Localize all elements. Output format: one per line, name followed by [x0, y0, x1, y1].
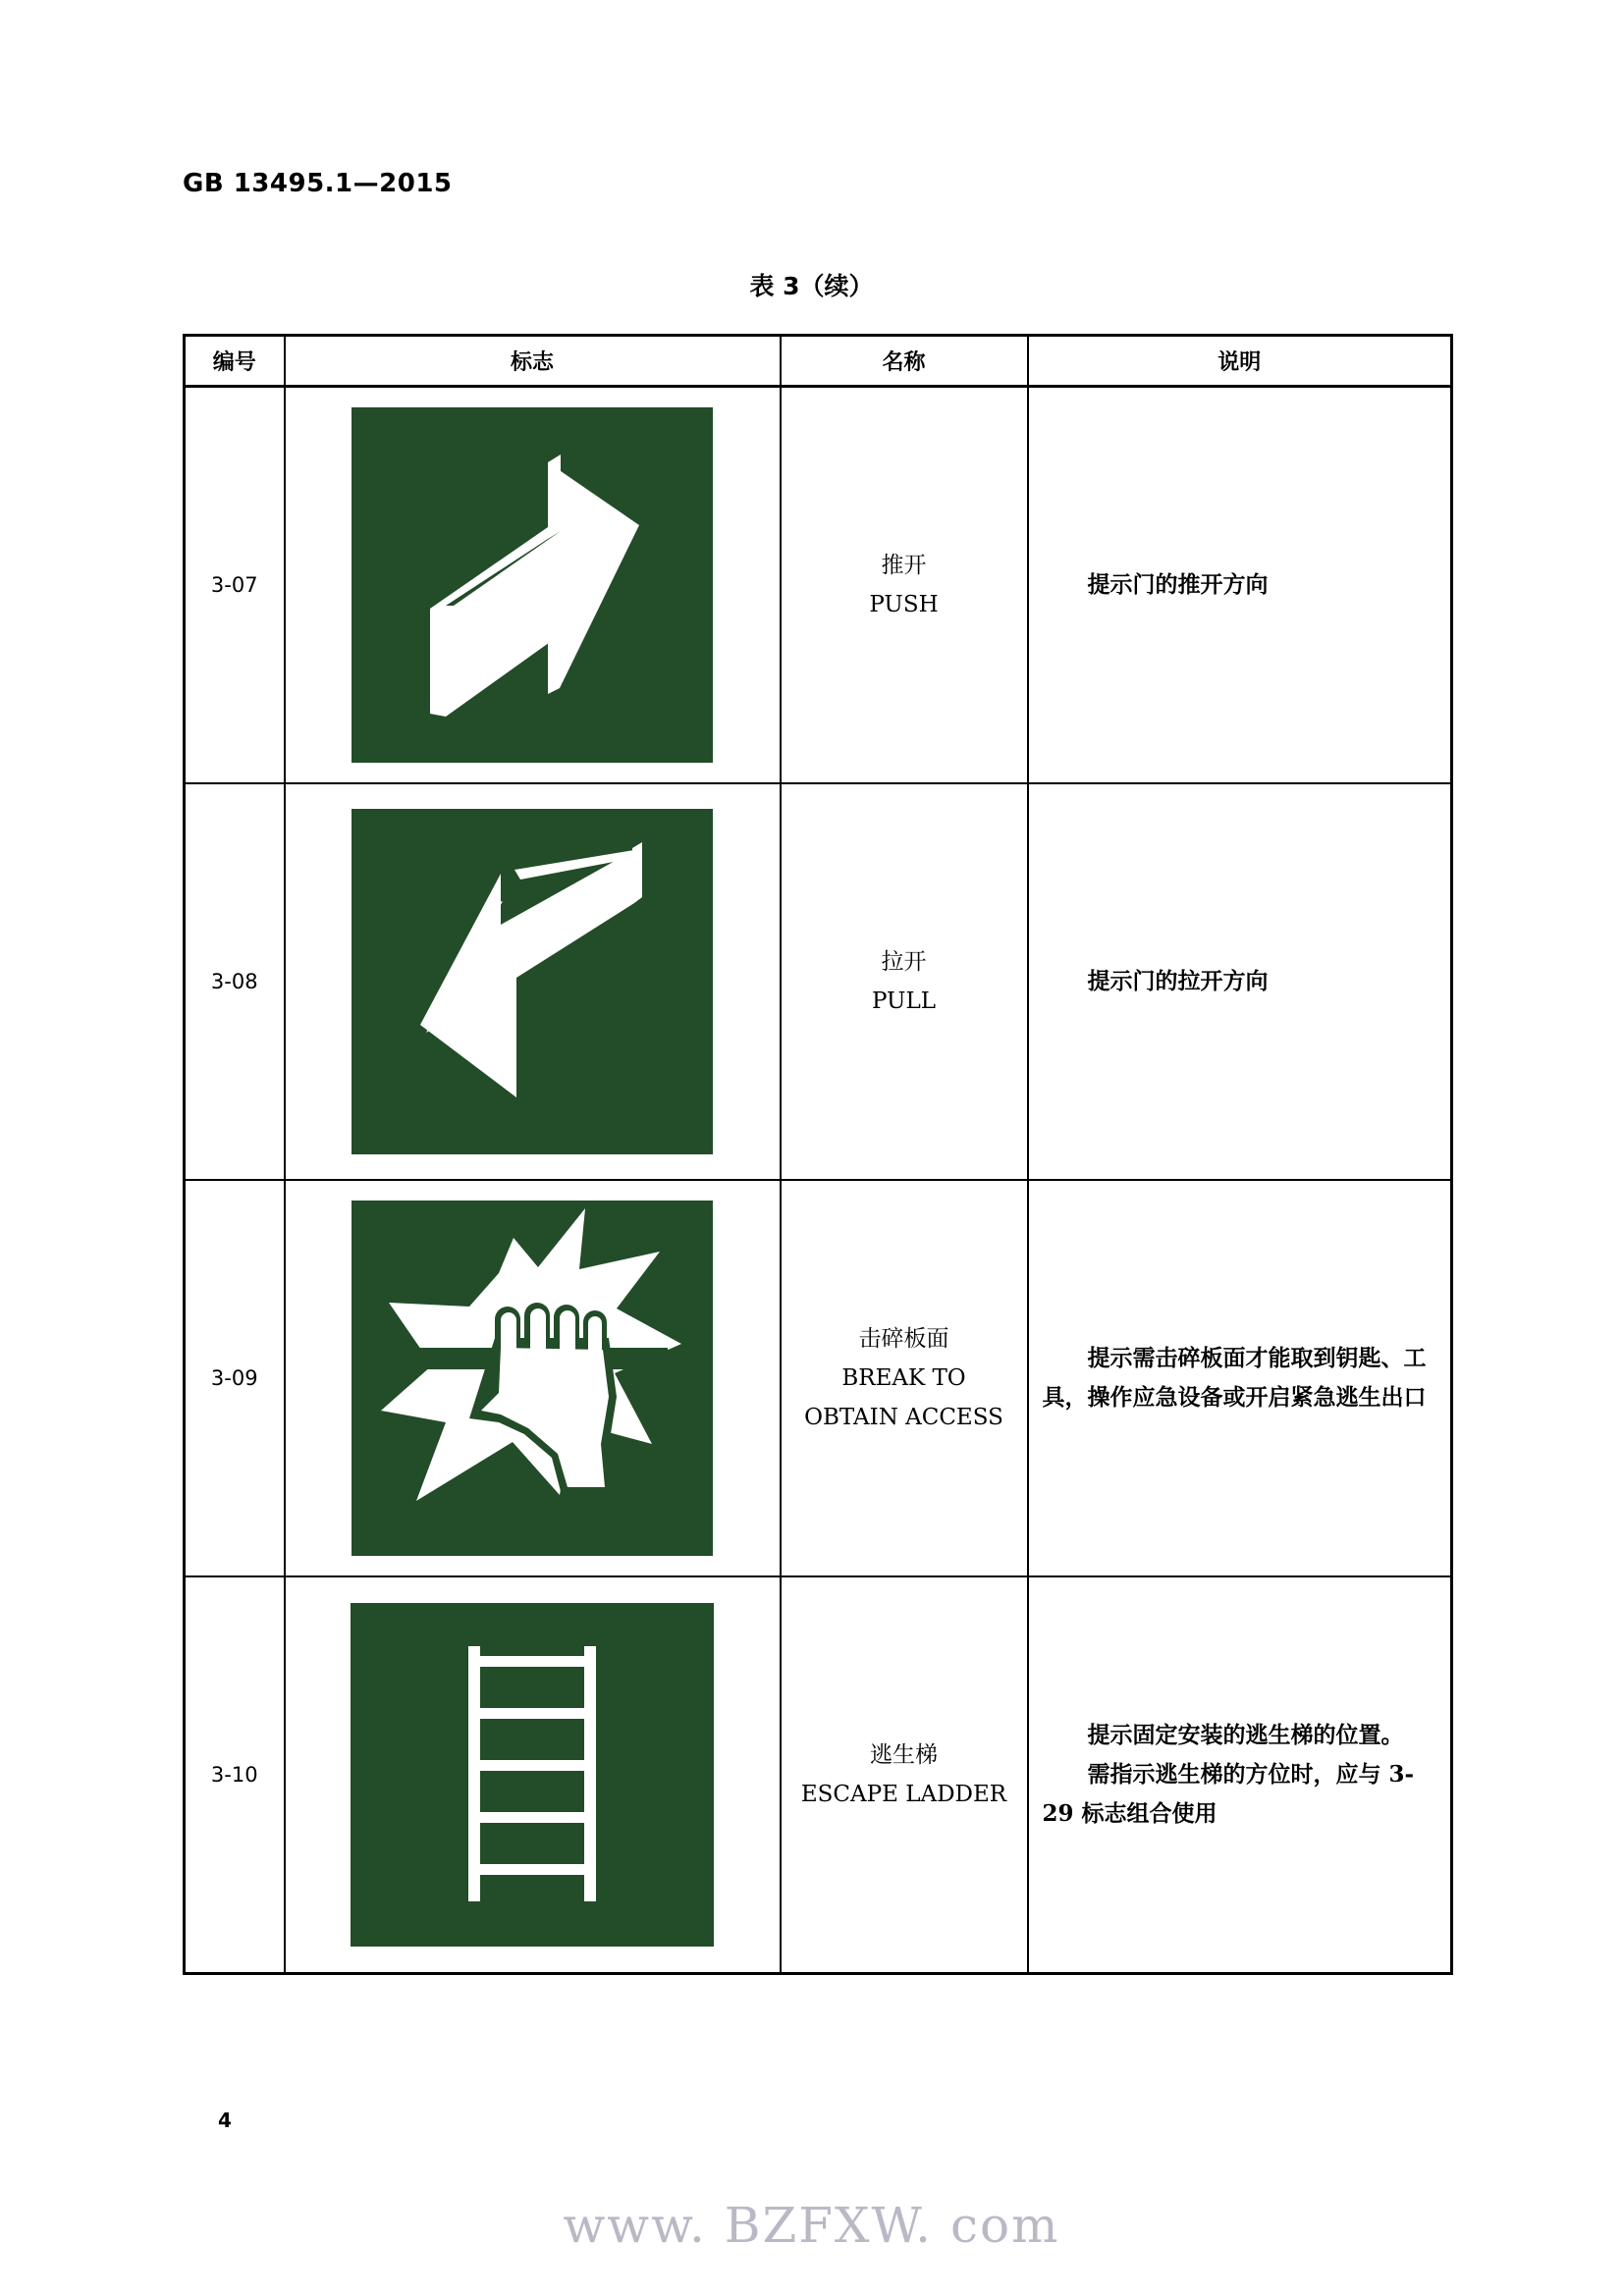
name-english: OBTAIN ACCESS — [804, 1405, 1003, 1430]
header-name: 名称 — [781, 336, 1028, 387]
description-text: 需指示逃生梯的方位时，应与 3-29 标志组合使用 — [1042, 1761, 1415, 1827]
description-cell — [1028, 1576, 1452, 1974]
sign-cell — [285, 387, 781, 784]
page-number: 4 — [218, 2109, 232, 2132]
name-cell — [781, 1576, 1028, 1974]
row-number: 3-07 — [185, 387, 285, 784]
description-text: 提示固定安装的逃生梯的位置。 — [1087, 1722, 1404, 1748]
break-glass-icon — [352, 1201, 713, 1556]
header-sign: 标志 — [285, 336, 781, 387]
sign-cell — [285, 1180, 781, 1576]
table-row — [185, 1576, 1452, 1974]
signs-table — [183, 334, 1453, 1975]
pull-arrow-icon — [352, 809, 713, 1154]
name-english: BREAK TO — [841, 1365, 966, 1391]
description-text: 提示门的拉开方向 — [1087, 968, 1269, 994]
description-text: 提示需击碎板面才能取到钥匙、工具，操作应急设备或开启紧急逃生出口 — [1042, 1345, 1427, 1411]
description-text: 提示门的推开方向 — [1087, 571, 1269, 598]
name-english: PULL — [871, 988, 936, 1014]
name-english: PUSH — [869, 592, 939, 617]
table-row — [185, 387, 1452, 784]
name-chinese: 推开 — [881, 553, 927, 578]
description-cell — [1028, 1180, 1452, 1576]
standard-code: GB 13495.1—2015 — [183, 169, 453, 198]
description-cell — [1028, 387, 1452, 784]
table-row — [185, 1180, 1452, 1576]
name-chinese: 逃生梯 — [870, 1742, 938, 1768]
header-description: 说明 — [1028, 336, 1452, 387]
row-number: 3-08 — [185, 783, 285, 1180]
name-cell — [781, 387, 1028, 784]
row-number: 3-09 — [185, 1180, 285, 1576]
name-chinese: 击碎板面 — [858, 1326, 949, 1352]
name-chinese: 拉开 — [881, 949, 927, 975]
push-arrow-icon — [352, 407, 713, 763]
header-number: 编号 — [185, 336, 285, 387]
name-cell — [781, 1180, 1028, 1576]
table-header-row — [185, 336, 1452, 387]
name-english: ESCAPE LADDER — [800, 1782, 1007, 1807]
watermark: www. BZFXW. com — [563, 2197, 1060, 2254]
row-number: 3-10 — [185, 1576, 285, 1974]
escape-ladder-icon — [351, 1603, 714, 1947]
description-cell — [1028, 783, 1452, 1180]
table-row — [185, 783, 1452, 1180]
sign-cell — [285, 1576, 781, 1974]
table-caption: 表 3（续） — [749, 272, 874, 300]
sign-cell — [285, 783, 781, 1180]
name-cell — [781, 783, 1028, 1180]
